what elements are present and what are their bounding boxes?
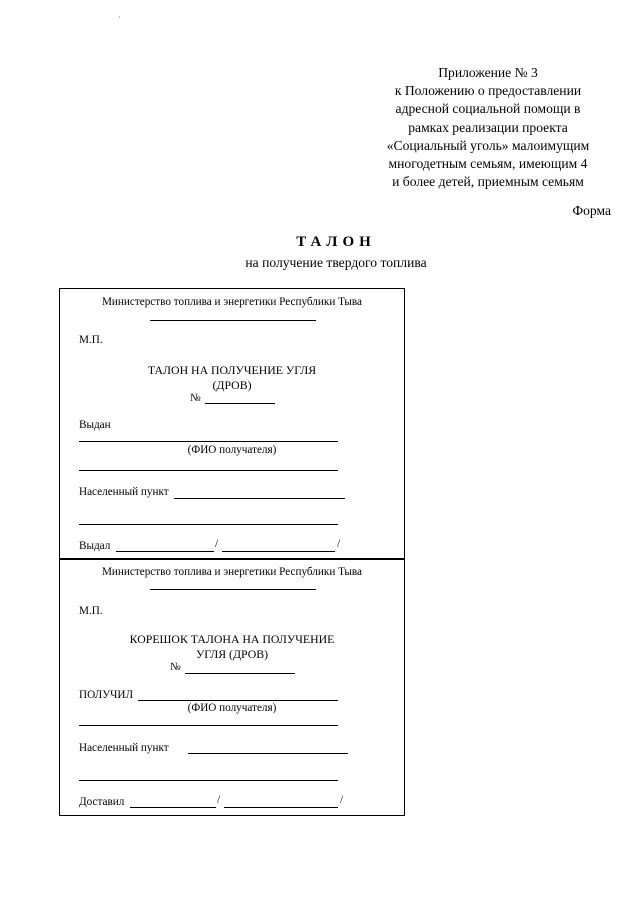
delivered-name-field[interactable] bbox=[224, 807, 338, 808]
page-title: ТАЛОН bbox=[296, 234, 376, 250]
number-label: № bbox=[190, 392, 201, 404]
talon-heading: ТАЛОН НА ПОЛУЧЕНИЕ УГЛЯ bbox=[147, 363, 317, 377]
recipient-name-field-2[interactable] bbox=[79, 470, 338, 471]
appendix-line: «Социальный уголь» малоимущим bbox=[386, 137, 590, 153]
settlement-field-2[interactable] bbox=[79, 524, 338, 525]
delivered-label: Доставил bbox=[79, 796, 125, 808]
appendix-line: многодетным семьям, имеющим 4 bbox=[388, 156, 588, 172]
slash-separator: / bbox=[337, 538, 341, 550]
stub-heading-sub: УГЛЯ (ДРОВ) bbox=[195, 647, 269, 661]
ministry-name: Министерство топлива и энергетики Республики Тыва bbox=[101, 296, 362, 308]
settlement-field[interactable] bbox=[174, 498, 345, 499]
appendix-line: рамках реализации проекта bbox=[408, 119, 568, 135]
stamp-label: М.П. bbox=[79, 605, 103, 617]
receiver-name-field[interactable] bbox=[138, 700, 338, 701]
issued-by-signature-field[interactable] bbox=[116, 551, 214, 552]
issued-by-name-field[interactable] bbox=[222, 551, 335, 552]
delivered-signature-field[interactable] bbox=[130, 807, 216, 808]
appendix-line: Приложение № 3 bbox=[438, 65, 538, 80]
slash-separator: / bbox=[217, 794, 221, 806]
appendix-line: и более детей, приемным семьям bbox=[392, 174, 584, 190]
stub-heading: КОРЕШОК ТАЛОНА НА ПОЛУЧЕНИЕ bbox=[129, 632, 335, 646]
recipient-name-field[interactable] bbox=[79, 441, 338, 442]
form-label: Форма bbox=[572, 203, 611, 218]
fio-caption: (ФИО получателя) bbox=[187, 444, 277, 456]
stamp-label: М.П. bbox=[79, 334, 103, 346]
appendix-line: адресной социальной помощи в bbox=[395, 101, 581, 117]
stub-section bbox=[59, 559, 405, 816]
talon-number-field[interactable] bbox=[205, 403, 275, 404]
received-label: ПОЛУЧИЛ bbox=[79, 689, 134, 701]
settlement-label: Населенный пункт bbox=[79, 742, 169, 754]
issued-label: Выдан bbox=[79, 419, 111, 431]
ministry-signature-line[interactable] bbox=[150, 589, 316, 590]
receiver-name-field-2[interactable] bbox=[79, 725, 338, 726]
scan-mark: · bbox=[118, 13, 121, 22]
page-subtitle: на получение твердого топлива bbox=[245, 255, 427, 270]
settlement-label: Населенный пункт bbox=[79, 486, 169, 498]
talon-section bbox=[59, 288, 405, 559]
stub-number-field[interactable] bbox=[185, 673, 295, 674]
appendix-header bbox=[378, 64, 598, 191]
settlement-field-2[interactable] bbox=[79, 780, 338, 781]
issued-by-label: Выдал bbox=[79, 540, 111, 552]
settlement-field[interactable] bbox=[188, 753, 348, 754]
ministry-name: Министерство топлива и энергетики Республики Тыва bbox=[101, 566, 362, 578]
slash-separator: / bbox=[215, 538, 219, 550]
talon-heading-sub: (ДРОВ) bbox=[212, 378, 252, 392]
appendix-line: к Положению о предоставлении bbox=[394, 83, 582, 99]
ministry-signature-line[interactable] bbox=[150, 320, 316, 321]
number-label: № bbox=[170, 661, 181, 673]
slash-separator: / bbox=[340, 794, 344, 806]
fio-caption: (ФИО получателя) bbox=[187, 702, 277, 714]
